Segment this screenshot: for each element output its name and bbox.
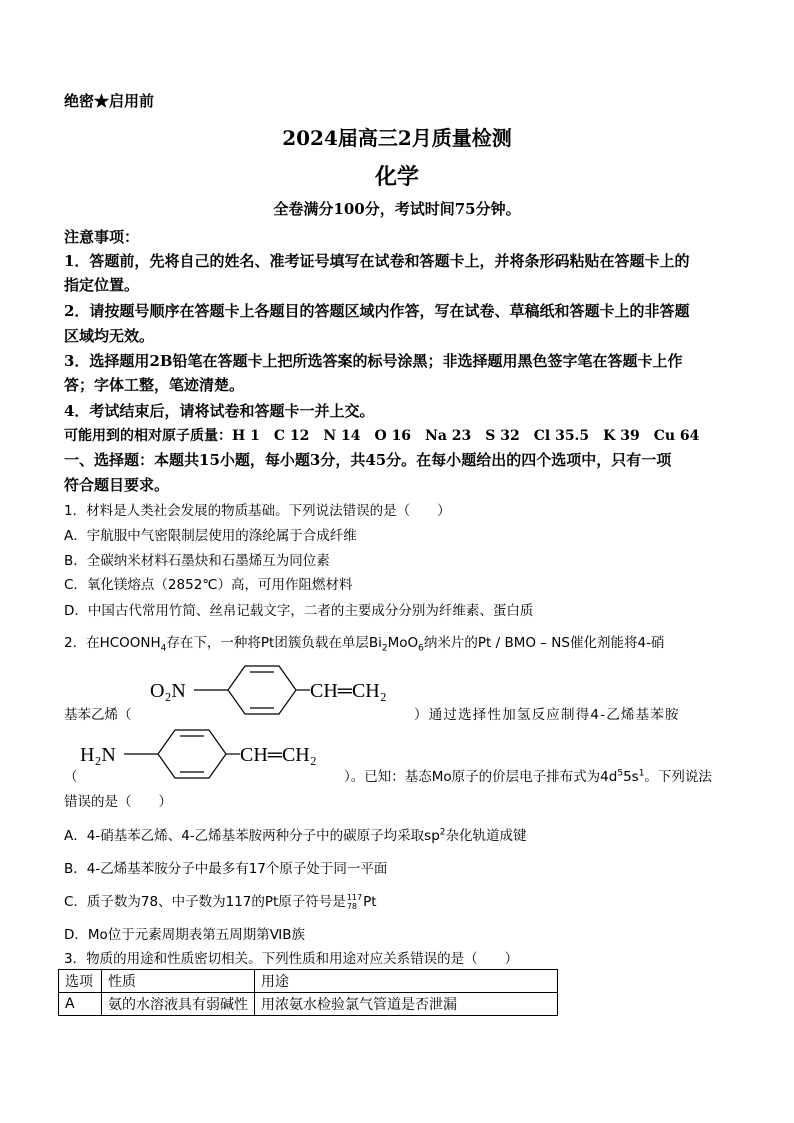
vinyl-group-label: CH═CH₂ xyxy=(240,744,317,766)
q3-stem: 3．物质的用途和性质密切相关。下列性质和用途对应关系错误的是（ ） xyxy=(64,951,519,967)
q2-option-b: B．4-乙烯基苯胺分子中最多有17个原子处于同一平面 xyxy=(64,861,388,877)
note-line: 3．选择题用2B铅笔在答题卡上把所选答案的标号涂黑；非选择题用黑色签字笔在答题卡上作 xyxy=(64,352,683,370)
table-header-row xyxy=(59,970,558,993)
table-header-property: 性质 xyxy=(102,970,255,993)
q2-line2-left: 基苯乙烯（ xyxy=(64,707,132,723)
exam-title: 2024届高三2月质量检测 xyxy=(282,126,512,150)
vinylaniline-structure xyxy=(80,724,350,784)
section-heading: 一、选择题：本题共15小题，每小题3分，共45分。在每小题给出的四个选项中，只有一项 xyxy=(64,451,672,469)
table-row xyxy=(59,993,558,1016)
secret-label: 绝密★启用前 xyxy=(64,92,155,110)
q1-option-b: B．全碳纳米材料石墨炔和石墨烯互为同位素 xyxy=(64,553,330,569)
nitro-group-label: O₂N xyxy=(150,680,186,702)
q2-stem: 2．在$HCOONH_4$存在下，一种将Pt团簇负载在单层$Bi_2MoO_6$纳米片的Pt / BMO – NS催化剂能将4-硝 xyxy=(64,635,665,654)
note-line: 1．答题前，先将自己的姓名、准考证号填写在试卷和答题卡上，并将条形码粘贴在答题卡上的 xyxy=(64,252,690,270)
note-line: 2．请按题号顺序在答题卡上各题目的答题区域内作答，写在试卷、草稿纸和答题卡上的非答题 xyxy=(64,302,690,320)
note-line: 指定位置。 xyxy=(64,276,140,294)
atomic-masses: 可能用到的相对原子质量：H 1 C 12 N 14 O 16 Na 23 S 32 Cl 35.5 K 39 Cu 64 xyxy=(64,428,700,444)
q1-option-a: A．宇航服中气密限制层使用的涤纶属于合成纤维 xyxy=(64,528,357,544)
q2-line4: 错误的是（ ） xyxy=(64,794,172,810)
table-cell-option: A xyxy=(59,993,102,1016)
q1-stem: 1．材料是人类社会发展的物质基础。下列说法错误的是（ ） xyxy=(64,503,451,519)
note-line: 4．考试结束后，请将试卷和答题卡一并上交。 xyxy=(64,402,375,420)
q2-option-a: A．4-硝基苯乙烯、4-乙烯基苯胺两种分子中的碳原子均采取$sp^2$杂化轨道成键 xyxy=(64,827,527,844)
notes-heading: 注意事项： xyxy=(64,228,140,246)
note-line: 答；字体工整，笔迹清楚。 xyxy=(64,376,245,394)
table-cell-use: 用浓氨水检验氯气管道是否泄漏 xyxy=(255,993,558,1016)
note-line: 区域均无效。 xyxy=(64,327,155,345)
q1-option-d: D．中国古代常用竹简、丝帛记载文字，二者的主要成分分别为纤维素、蛋白质 xyxy=(64,603,534,619)
q3-table xyxy=(58,969,558,1016)
q2-line3-left: （ xyxy=(64,769,78,785)
q2-option-d: D．Mo位于元素周期表第五周期第ⅥB族 xyxy=(64,927,306,943)
q2-line2-right: ）通过选择性加氢反应制得4-乙烯基苯胺 xyxy=(414,707,680,723)
q1-option-c: C．氧化镁熔点（2852℃）高，可用作阻燃材料 xyxy=(64,577,353,593)
subject-title: 化学 xyxy=(374,164,419,190)
benzene-ring xyxy=(158,730,226,778)
q2-option-c: C．质子数为78、中子数为117的Pt原子符号是 117 78 Pt xyxy=(64,893,377,911)
vinyl-group-label: CH═CH₂ xyxy=(310,680,387,702)
table-header-option: 选项 xyxy=(59,970,102,993)
nitrostyrene-structure xyxy=(150,660,420,720)
section-heading-cont: 符合题目要求。 xyxy=(64,476,170,494)
table-cell-property: 氨的水溶液具有弱碱性 xyxy=(102,993,255,1016)
table-header-use: 用途 xyxy=(255,970,558,993)
full-score-note: 全卷满分100分，考试时间75分钟。 xyxy=(273,200,521,218)
benzene-ring xyxy=(228,666,296,714)
amino-group-label: H₂N xyxy=(80,744,116,766)
q2-line3-right: ）。已知：基态Mo原子的价层电子排布式为$4d^55s^1$。下列说法 xyxy=(344,768,712,785)
